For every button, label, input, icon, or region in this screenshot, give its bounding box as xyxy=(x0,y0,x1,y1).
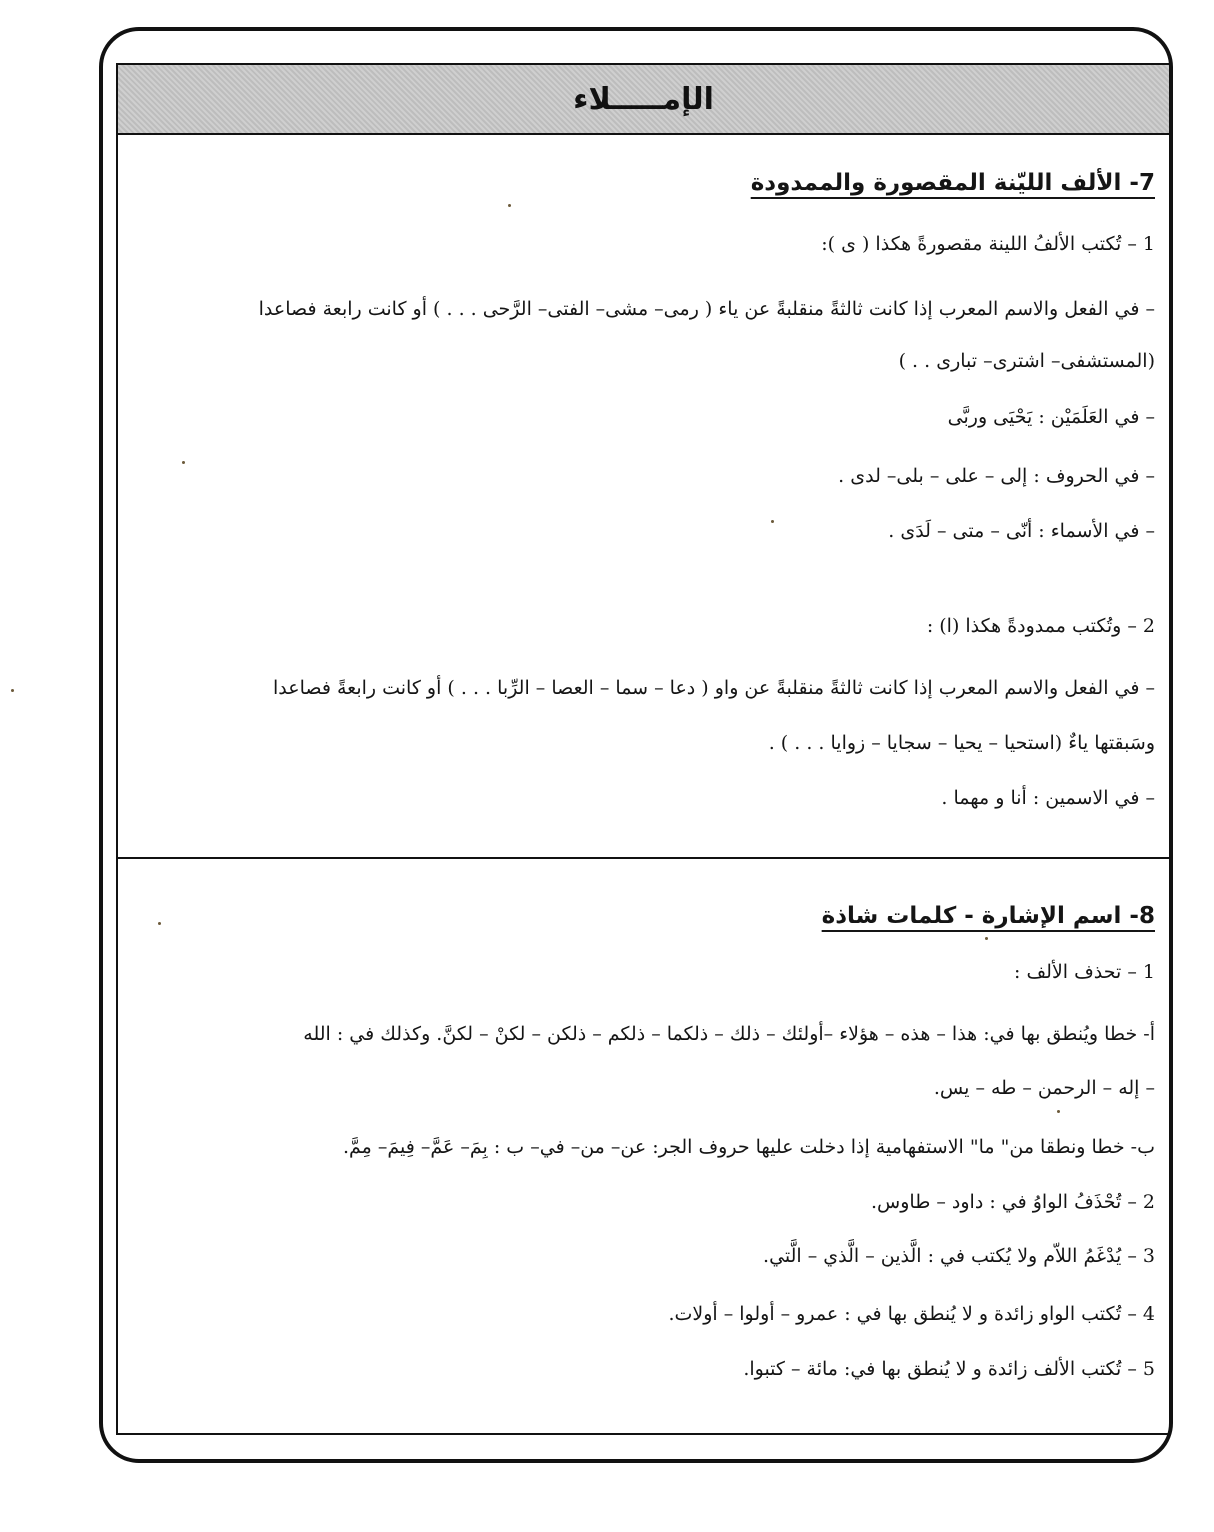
section-8-line: أ- خطا ويُنطق بها في: هذا – هذه – هؤلاء –أولئك – ذلك – ذلكما – ذلكم – ذلكن – لكنْ – لكنَّ. وكذلك في : الله xyxy=(303,1023,1155,1045)
section-8-line: 3 – يُدْغَمُ اللاّم ولا يُكتب في : الَّذين – الَّذي – الَّتي. xyxy=(763,1245,1155,1267)
section-7-line: – في الفعل والاسم المعرب إذا كانت ثالثةً منقلبةً عن واو ( دعا – سما – العصا – الرِّبا . . . ) أو كانت رابعةً فصاعدا xyxy=(273,677,1155,699)
scan-speck xyxy=(182,461,185,464)
scan-speck xyxy=(508,204,511,207)
page-title: الإمـــــلاء xyxy=(573,81,714,117)
section-8-heading: 8- اسم الإشارة - كلمات شاذة xyxy=(821,903,1155,929)
section-8-line: – إله – الرحمن – طه – يس. xyxy=(933,1077,1155,1099)
section-8-line: 2 – تُحْذَفُ الواوُ في : داود – طاوس. xyxy=(871,1191,1155,1213)
scan-speck xyxy=(985,937,988,940)
section-7-line: – في الفعل والاسم المعرب إذا كانت ثالثةً منقلبةً عن ياء ( رمى– مشى– الفتى– الرَّحى . . . ) أو كانت رابعة فصاعدا xyxy=(258,298,1155,320)
section-7-line: (المستشفى– اشترى– تبارى . . ) xyxy=(898,350,1155,372)
section-7-heading: 7- الألف الليّنة المقصورة والممدودة xyxy=(750,170,1155,196)
section-7-line: – في الحروف : إلى – على – بلى– لدى . xyxy=(838,465,1155,487)
section-8-line: 4 – تُكتب الواو زائدة و لا يُنطق بها في : عمرو – أولوا – أولات. xyxy=(668,1303,1155,1325)
scan-speck xyxy=(11,689,14,692)
section-7-line: 1 – تُكتب الألفُ اللينة مقصورةً هكذا ( ى ): xyxy=(821,233,1155,255)
section-8-line: 1 – تحذف الألف : xyxy=(1014,961,1155,983)
title-bar xyxy=(118,65,1169,135)
section-8-line: 5 – تُكتب الألف زائدة و لا يُنطق بها في: مائة – كتبوا. xyxy=(743,1358,1155,1380)
section-7-line: – في الاسمين : أنا و مهما . xyxy=(941,787,1155,809)
scan-speck xyxy=(771,520,774,523)
section-7-line: – في الأسماء : أنّى – متى – لَدَى . xyxy=(888,520,1155,542)
content-frame xyxy=(116,63,1171,1435)
section-divider xyxy=(118,857,1169,859)
section-8-line: ب- خطا ونطقا من" ما" الاستفهامية إذا دخلت عليها حروف الجر: عن– من– في– ب : بِمَ– عَمَّ– فِيمَ– مِمَّ. xyxy=(342,1136,1155,1158)
section-7-line: 2 – وتُكتب ممدودةً هكذا (ا) : xyxy=(926,615,1155,637)
scan-speck xyxy=(158,922,161,925)
scan-speck xyxy=(1057,1110,1060,1113)
section-7-line: وسَبقتها ياءٌ (استحيا – يحيا – سجايا – زوايا . . . ) . xyxy=(768,732,1155,754)
section-7-line: – في العَلَمَيْن : يَحْيَى وربَّى xyxy=(947,406,1155,428)
